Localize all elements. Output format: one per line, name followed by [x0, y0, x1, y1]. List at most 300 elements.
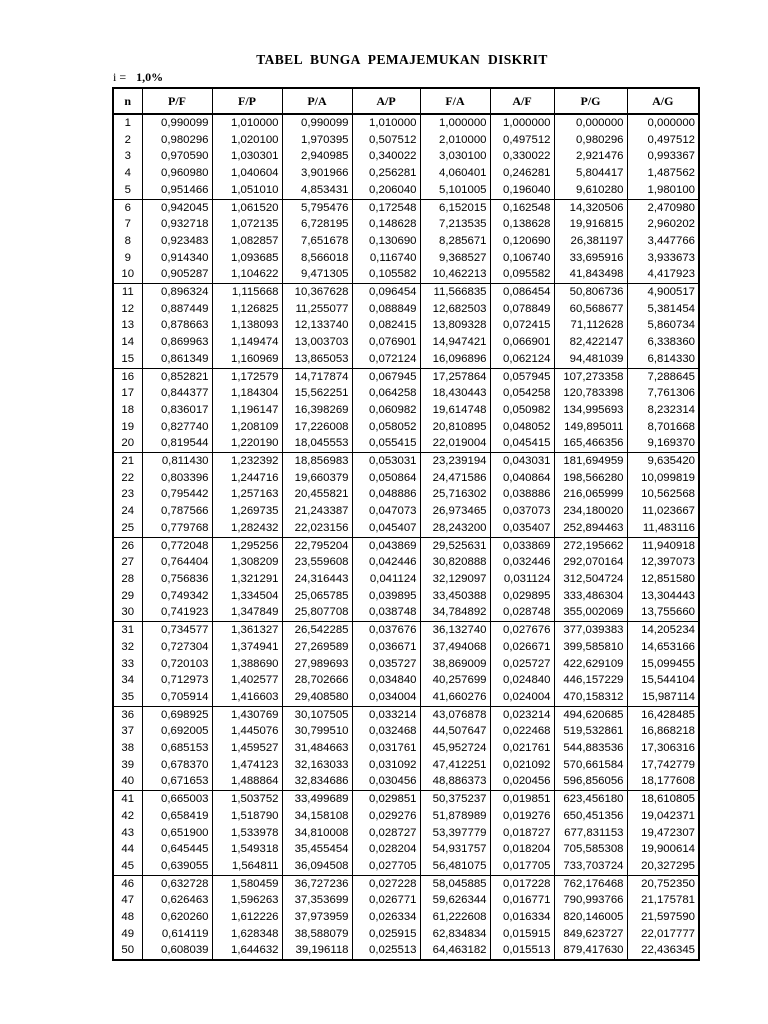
factor-cell: 0,626463 [142, 892, 212, 909]
factor-cell: 18,430443 [420, 385, 490, 402]
factor-cell: 35,455454 [282, 841, 352, 858]
period-cell: 24 [113, 503, 142, 520]
factor-cell: 51,878989 [420, 808, 490, 825]
factor-cell: 0,698925 [142, 706, 212, 723]
factor-cell: 149,895011 [554, 419, 627, 436]
factor-cell: 0,026334 [352, 909, 420, 926]
factor-cell: 11,940918 [627, 537, 699, 554]
factor-cell: 677,831153 [554, 825, 627, 842]
factor-cell: 0,497512 [627, 132, 699, 149]
factor-cell: 27,269589 [282, 639, 352, 656]
factor-cell: 7,288645 [627, 368, 699, 385]
factor-cell: 2,940985 [282, 148, 352, 165]
factor-cell: 1,503752 [212, 791, 282, 808]
factor-cell: 0,048052 [490, 419, 554, 436]
table-row [113, 672, 699, 689]
period-cell: 39 [113, 757, 142, 774]
factor-cell: 0,053031 [352, 453, 420, 470]
factor-cell: 0,054258 [490, 385, 554, 402]
factor-cell: 12,397073 [627, 554, 699, 571]
factor-cell: 1,295256 [212, 537, 282, 554]
factor-cell: 18,177608 [627, 773, 699, 790]
factor-cell: 0,827740 [142, 419, 212, 436]
factor-cell: 7,651678 [282, 233, 352, 250]
factor-cell: 0,887449 [142, 301, 212, 318]
factor-cell: 18,856983 [282, 453, 352, 470]
factor-cell: 422,629109 [554, 656, 627, 673]
factor-cell: 0,086454 [490, 284, 554, 301]
table-row [113, 284, 699, 301]
factor-cell: 11,483116 [627, 520, 699, 537]
factor-cell: 30,799510 [282, 723, 352, 740]
factor-cell: 292,070164 [554, 554, 627, 571]
factor-cell: 1,549318 [212, 841, 282, 858]
factor-cell: 0,029276 [352, 808, 420, 825]
factor-cell: 18,610805 [627, 791, 699, 808]
factor-cell: 0,990099 [282, 114, 352, 132]
factor-cell: 0,076901 [352, 334, 420, 351]
period-cell: 17 [113, 385, 142, 402]
factor-cell: 0,021761 [490, 740, 554, 757]
factor-cell: 28,243200 [420, 520, 490, 537]
table-row [113, 182, 699, 199]
factor-cell: 623,456180 [554, 791, 627, 808]
factor-cell: 1,282432 [212, 520, 282, 537]
factor-cell: 37,973959 [282, 909, 352, 926]
factor-cell: 0,772048 [142, 537, 212, 554]
factor-cell: 22,023156 [282, 520, 352, 537]
factor-cell: 19,660379 [282, 470, 352, 487]
factor-cell: 0,000000 [627, 114, 699, 132]
factor-cell: 10,462213 [420, 266, 490, 283]
period-cell: 26 [113, 537, 142, 554]
factor-cell: 33,450388 [420, 588, 490, 605]
period-cell: 4 [113, 165, 142, 182]
factor-cell: 4,853431 [282, 182, 352, 199]
period-cell: 47 [113, 892, 142, 909]
factor-cell: 0,116740 [352, 250, 420, 267]
factor-cell: 0,861349 [142, 351, 212, 368]
factor-cell: 0,671653 [142, 773, 212, 790]
period-cell: 50 [113, 942, 142, 960]
factor-cell: 0,614119 [142, 926, 212, 943]
factor-cell: 6,338360 [627, 334, 699, 351]
factor-cell: 596,856056 [554, 773, 627, 790]
factor-cell: 1,138093 [212, 317, 282, 334]
factor-cell: 8,701668 [627, 419, 699, 436]
factor-cell: 216,065999 [554, 486, 627, 503]
factor-cell: 0,041124 [352, 571, 420, 588]
table-row [113, 757, 699, 774]
factor-cell: 6,814330 [627, 351, 699, 368]
factor-cell: 0,037676 [352, 622, 420, 639]
factor-cell: 0,130690 [352, 233, 420, 250]
table-body [113, 114, 699, 960]
period-cell: 29 [113, 588, 142, 605]
factor-cell: 1,061520 [212, 199, 282, 216]
factor-cell: 0,035727 [352, 656, 420, 673]
factor-cell: 519,532861 [554, 723, 627, 740]
factor-cell: 0,256281 [352, 165, 420, 182]
factor-cell: 470,158312 [554, 689, 627, 706]
factor-cell: 39,196118 [282, 942, 352, 960]
factor-cell: 16,096896 [420, 351, 490, 368]
factor-cell: 9,471305 [282, 266, 352, 283]
factor-cell: 1,612226 [212, 909, 282, 926]
period-cell: 46 [113, 875, 142, 892]
factor-cell: 18,045553 [282, 435, 352, 452]
factor-cell: 0,980296 [554, 132, 627, 149]
factor-cell: 234,180020 [554, 503, 627, 520]
factor-cell: 13,304443 [627, 588, 699, 605]
factor-cell: 8,566018 [282, 250, 352, 267]
factor-cell: 40,257699 [420, 672, 490, 689]
factor-cell: 1,361327 [212, 622, 282, 639]
factor-cell: 36,727236 [282, 875, 352, 892]
table-row [113, 791, 699, 808]
factor-cell: 29,408580 [282, 689, 352, 706]
factor-cell: 0,036671 [352, 639, 420, 656]
factor-cell: 0,620260 [142, 909, 212, 926]
factor-cell: 8,285671 [420, 233, 490, 250]
header-p-f: P/F [142, 88, 212, 114]
factor-cell: 10,367628 [282, 284, 352, 301]
factor-cell: 0,028204 [352, 841, 420, 858]
period-cell: 30 [113, 604, 142, 621]
factor-cell: 0,062124 [490, 351, 554, 368]
factor-cell: 1,072135 [212, 216, 282, 233]
factor-cell: 0,034840 [352, 672, 420, 689]
factor-cell: 0,787566 [142, 503, 212, 520]
factor-cell: 14,947421 [420, 334, 490, 351]
factor-cell: 0,042446 [352, 554, 420, 571]
table-title: TABEL BUNGA PEMAJEMUKAN DISKRIT [256, 52, 548, 67]
factor-cell: 0,017228 [490, 875, 554, 892]
factor-cell: 0,027676 [490, 622, 554, 639]
factor-cell: 13,865053 [282, 351, 352, 368]
table-row [113, 639, 699, 656]
factor-cell: 0,050982 [490, 402, 554, 419]
factor-cell: 1,980100 [627, 182, 699, 199]
factor-cell: 0,658419 [142, 808, 212, 825]
table-row [113, 402, 699, 419]
table-row [113, 520, 699, 537]
factor-cell: 32,129097 [420, 571, 490, 588]
table-row [113, 114, 699, 132]
factor-cell: 30,107505 [282, 706, 352, 723]
factor-cell: 1,488864 [212, 773, 282, 790]
factor-cell: 1,020100 [212, 132, 282, 149]
factor-cell: 19,614748 [420, 402, 490, 419]
factor-cell: 0,507512 [352, 132, 420, 149]
factor-cell: 0,727304 [142, 639, 212, 656]
period-cell: 37 [113, 723, 142, 740]
factor-cell: 26,973465 [420, 503, 490, 520]
factor-cell: 0,923483 [142, 233, 212, 250]
factor-cell: 1,244716 [212, 470, 282, 487]
factor-cell: 1,010000 [212, 114, 282, 132]
factor-cell: 25,716302 [420, 486, 490, 503]
table-row [113, 132, 699, 149]
table-row [113, 385, 699, 402]
factor-cell: 446,157229 [554, 672, 627, 689]
factor-cell: 41,660276 [420, 689, 490, 706]
factor-cell: 120,783398 [554, 385, 627, 402]
factor-cell: 16,398269 [282, 402, 352, 419]
factor-cell: 19,916815 [554, 216, 627, 233]
table-row [113, 571, 699, 588]
factor-cell: 37,353699 [282, 892, 352, 909]
factor-cell: 1,430769 [212, 706, 282, 723]
factor-cell: 22,017777 [627, 926, 699, 943]
factor-cell: 0,148628 [352, 216, 420, 233]
factor-cell: 790,993766 [554, 892, 627, 909]
factor-cell: 1,321291 [212, 571, 282, 588]
factor-cell: 32,163033 [282, 757, 352, 774]
factor-cell: 24,471586 [420, 470, 490, 487]
factor-cell: 0,040864 [490, 470, 554, 487]
factor-cell: 82,422147 [554, 334, 627, 351]
table-row [113, 266, 699, 283]
factor-cell: 9,635420 [627, 453, 699, 470]
factor-cell: 1,416603 [212, 689, 282, 706]
factor-cell: 0,970590 [142, 148, 212, 165]
factor-cell: 23,559608 [282, 554, 352, 571]
factor-cell: 0,039895 [352, 588, 420, 605]
factor-cell: 1,093685 [212, 250, 282, 267]
factor-cell: 1,596263 [212, 892, 282, 909]
period-cell: 43 [113, 825, 142, 842]
factor-cell: 0,852821 [142, 368, 212, 385]
factor-cell: 0,749342 [142, 588, 212, 605]
header-f-p: F/P [212, 88, 282, 114]
factor-cell: 1,564811 [212, 858, 282, 875]
factor-cell: 0,078849 [490, 301, 554, 318]
factor-cell: 0,497512 [490, 132, 554, 149]
factor-cell: 0,639055 [142, 858, 212, 875]
factor-cell: 0,022468 [490, 723, 554, 740]
factor-cell: 2,921476 [554, 148, 627, 165]
period-cell: 35 [113, 689, 142, 706]
table-row [113, 453, 699, 470]
factor-cell: 23,239194 [420, 453, 490, 470]
factor-cell: 0,819544 [142, 435, 212, 452]
factor-cell: 30,820888 [420, 554, 490, 571]
factor-cell: 494,620685 [554, 706, 627, 723]
factor-cell: 0,980296 [142, 132, 212, 149]
factor-cell: 62,834834 [420, 926, 490, 943]
period-cell: 23 [113, 486, 142, 503]
factor-cell: 21,597590 [627, 909, 699, 926]
factor-cell: 1,347849 [212, 604, 282, 621]
factor-cell: 43,076878 [420, 706, 490, 723]
factor-cell: 37,494068 [420, 639, 490, 656]
factor-cell: 19,472307 [627, 825, 699, 842]
factor-cell: 0,019276 [490, 808, 554, 825]
factor-cell: 10,562568 [627, 486, 699, 503]
factor-cell: 47,412251 [420, 757, 490, 774]
factor-cell: 0,096454 [352, 284, 420, 301]
factor-cell: 3,447766 [627, 233, 699, 250]
factor-cell: 0,993367 [627, 148, 699, 165]
factor-cell: 0,082415 [352, 317, 420, 334]
interest-rate-line [113, 70, 163, 85]
table-row [113, 368, 699, 385]
factor-cell: 0,032468 [352, 723, 420, 740]
factor-cell: 20,327295 [627, 858, 699, 875]
factor-cell: 5,381454 [627, 301, 699, 318]
factor-cell: 0,055415 [352, 435, 420, 452]
factor-cell: 4,417923 [627, 266, 699, 283]
factor-cell: 54,931757 [420, 841, 490, 858]
factor-cell: 12,682503 [420, 301, 490, 318]
period-cell: 21 [113, 453, 142, 470]
factor-cell: 25,065785 [282, 588, 352, 605]
factor-cell: 0,072124 [352, 351, 420, 368]
factor-cell: 9,169370 [627, 435, 699, 452]
factor-cell: 0,045407 [352, 520, 420, 537]
factor-cell: 0,043869 [352, 537, 420, 554]
factor-cell: 0,095582 [490, 266, 554, 283]
table-row [113, 486, 699, 503]
factor-cell: 0,196040 [490, 182, 554, 199]
factor-cell: 0,756836 [142, 571, 212, 588]
table-row [113, 723, 699, 740]
factor-cell: 0,057945 [490, 368, 554, 385]
factor-cell: 0,803396 [142, 470, 212, 487]
factor-cell: 0,060982 [352, 402, 420, 419]
factor-cell: 22,436345 [627, 942, 699, 960]
header-p-g: P/G [554, 88, 627, 114]
factor-cell: 0,246281 [490, 165, 554, 182]
factor-cell: 399,585810 [554, 639, 627, 656]
factor-cell: 5,795476 [282, 199, 352, 216]
factor-cell: 0,942045 [142, 199, 212, 216]
factor-cell: 0,024004 [490, 689, 554, 706]
factor-cell: 1,040604 [212, 165, 282, 182]
factor-cell: 0,028748 [490, 604, 554, 621]
period-cell: 48 [113, 909, 142, 926]
factor-cell: 0,032446 [490, 554, 554, 571]
factor-cell: 0,045415 [490, 435, 554, 452]
factor-cell: 45,952724 [420, 740, 490, 757]
factor-cell: 650,451356 [554, 808, 627, 825]
factor-cell: 134,995693 [554, 402, 627, 419]
table-row [113, 622, 699, 639]
factor-cell: 0,072415 [490, 317, 554, 334]
factor-cell: 107,273358 [554, 368, 627, 385]
factor-cell: 0,031124 [490, 571, 554, 588]
factor-cell: 1,474123 [212, 757, 282, 774]
factor-cell: 11,566835 [420, 284, 490, 301]
factor-cell: 1,115668 [212, 284, 282, 301]
factor-cell: 0,651900 [142, 825, 212, 842]
factor-cell: 20,455821 [282, 486, 352, 503]
period-cell: 22 [113, 470, 142, 487]
period-cell: 7 [113, 216, 142, 233]
factor-cell: 0,162548 [490, 199, 554, 216]
table-header-row [113, 88, 699, 114]
factor-cell: 14,205234 [627, 622, 699, 639]
period-cell: 34 [113, 672, 142, 689]
period-cell: 18 [113, 402, 142, 419]
factor-cell: 1,196147 [212, 402, 282, 419]
factor-cell: 0,869963 [142, 334, 212, 351]
table-row [113, 148, 699, 165]
factor-cell: 1,308209 [212, 554, 282, 571]
period-cell: 31 [113, 622, 142, 639]
table-row [113, 773, 699, 790]
factor-cell: 36,094508 [282, 858, 352, 875]
factor-cell: 41,843498 [554, 266, 627, 283]
table-row [113, 656, 699, 673]
factor-cell: 7,761306 [627, 385, 699, 402]
factor-cell: 0,608039 [142, 942, 212, 960]
factor-cell: 17,742779 [627, 757, 699, 774]
factor-cell: 333,486304 [554, 588, 627, 605]
factor-cell: 59,626344 [420, 892, 490, 909]
period-cell: 8 [113, 233, 142, 250]
factor-cell: 0,206040 [352, 182, 420, 199]
factor-cell: 5,101005 [420, 182, 490, 199]
period-cell: 15 [113, 351, 142, 368]
table-row [113, 588, 699, 605]
table-row [113, 808, 699, 825]
factor-cell: 19,900614 [627, 841, 699, 858]
factor-cell: 4,900517 [627, 284, 699, 301]
factor-cell: 1,184304 [212, 385, 282, 402]
period-cell: 11 [113, 284, 142, 301]
factor-cell: 6,728195 [282, 216, 352, 233]
factor-cell: 0,017705 [490, 858, 554, 875]
factor-cell: 1,208109 [212, 419, 282, 436]
factor-cell: 1,374941 [212, 639, 282, 656]
factor-cell: 762,176468 [554, 875, 627, 892]
factor-cell: 22,795204 [282, 537, 352, 554]
factor-cell: 0,050864 [352, 470, 420, 487]
factor-cell: 38,869009 [420, 656, 490, 673]
factor-cell: 11,023667 [627, 503, 699, 520]
factor-cell: 58,045885 [420, 875, 490, 892]
factor-cell: 5,804417 [554, 165, 627, 182]
header-a-g: A/G [627, 88, 699, 114]
table-row [113, 216, 699, 233]
factor-cell: 9,368527 [420, 250, 490, 267]
factor-cell: 0,038886 [490, 486, 554, 503]
factor-cell: 0,990099 [142, 114, 212, 132]
factor-cell: 12,851580 [627, 571, 699, 588]
factor-cell: 0,038748 [352, 604, 420, 621]
table-row [113, 334, 699, 351]
factor-cell: 0,678370 [142, 757, 212, 774]
factor-cell: 0,027228 [352, 875, 420, 892]
factor-cell: 13,755660 [627, 604, 699, 621]
factor-cell: 0,844377 [142, 385, 212, 402]
table-row [113, 892, 699, 909]
factor-cell: 165,466356 [554, 435, 627, 452]
table-row [113, 875, 699, 892]
period-cell: 25 [113, 520, 142, 537]
factor-cell: 1,172579 [212, 368, 282, 385]
factor-cell: 7,213535 [420, 216, 490, 233]
factor-cell: 0,340022 [352, 148, 420, 165]
factor-cell: 0,120690 [490, 233, 554, 250]
factor-cell: 355,002069 [554, 604, 627, 621]
factor-cell: 61,222608 [420, 909, 490, 926]
factor-cell: 0,105582 [352, 266, 420, 283]
factor-cell: 44,507647 [420, 723, 490, 740]
factor-cell: 3,901966 [282, 165, 352, 182]
